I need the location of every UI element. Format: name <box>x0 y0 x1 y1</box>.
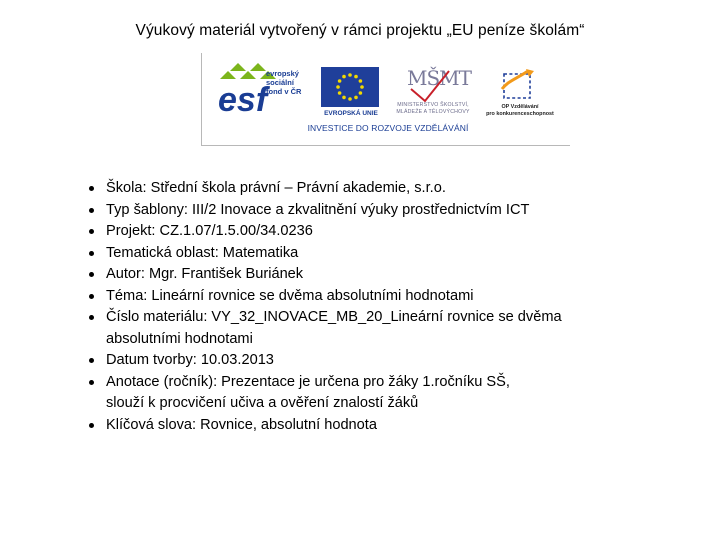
detail-item-project <box>87 221 647 243</box>
detail-item-annotation <box>87 372 647 415</box>
detail-line: Autor: Mgr. František Buriánek <box>106 266 304 282</box>
detail-item-area <box>87 243 647 265</box>
msmt-caption-line: MINISTERSTVO ŠKOLSTVÍ, <box>397 102 469 108</box>
detail-line: Škola: Střední škola právní – Právní akademie, s.r.o. <box>106 180 446 196</box>
details-list <box>87 178 647 436</box>
eu-caption: EVROPSKÁ UNIE <box>324 110 378 117</box>
detail-line: slouží k procvičení učiva a ověření znalostí žáků <box>106 395 419 411</box>
esf-text-line: sociální <box>266 78 294 87</box>
msmt-caption <box>392 102 474 116</box>
detail-item-date <box>87 350 647 372</box>
msmt-caption-line: MLÁDEŽE A TĚLOVÝCHOVY <box>396 109 470 115</box>
detail-item-author <box>87 264 647 286</box>
opvk-logo <box>498 69 536 103</box>
opvk-caption <box>480 104 560 118</box>
opvk-caption-line: OP Vzdělávání <box>501 104 539 110</box>
detail-item-keywords <box>87 415 647 437</box>
esf-text-line: evropský <box>266 69 299 78</box>
detail-line: Klíčová slova: Rovnice, absolutní hodnota <box>106 416 377 433</box>
detail-line: Projekt: CZ.1.07/1.5.00/34.0236 <box>106 223 313 239</box>
opvk-caption-line: pro konkurenceschopnost <box>486 111 554 117</box>
detail-item-template <box>87 200 647 222</box>
esf-text <box>266 69 301 96</box>
detail-item-topic <box>87 286 647 308</box>
detail-line: Tematická oblast: Matematika <box>106 244 299 261</box>
detail-line: Anotace (ročník): Prezentace je určena pro žáky 1.ročníku SŠ, <box>106 373 510 390</box>
detail-line: absolutními hodnotami <box>106 330 253 347</box>
slogan: INVESTICE DO ROZVOJE VZDĚLÁVÁNÍ <box>307 123 469 133</box>
eu-flag-icon <box>321 67 379 107</box>
page-title: Výukový materiál vytvořený v rámci projektu „EU peníze školám“ <box>135 22 585 39</box>
logo-strip <box>201 53 570 146</box>
esf-text-line: fond v ČR <box>266 87 302 96</box>
esf-mark: esf <box>218 81 268 119</box>
detail-item-school <box>87 178 647 200</box>
detail-line: Číslo materiálu: VY_32_INOVACE_MB_20_Lineární rovnice se dvěma <box>106 309 562 325</box>
detail-line: Téma: Lineární rovnice se dvěma absolutními hodnotami <box>106 287 474 304</box>
msmt-mark: MŠMT <box>407 66 471 90</box>
detail-item-material-number <box>87 307 647 350</box>
detail-line: Datum tvorby: 10.03.2013 <box>106 352 274 368</box>
detail-line: Typ šablony: III/2 Inovace a zkvalitnění výuky prostřednictvím ICT <box>106 201 530 218</box>
